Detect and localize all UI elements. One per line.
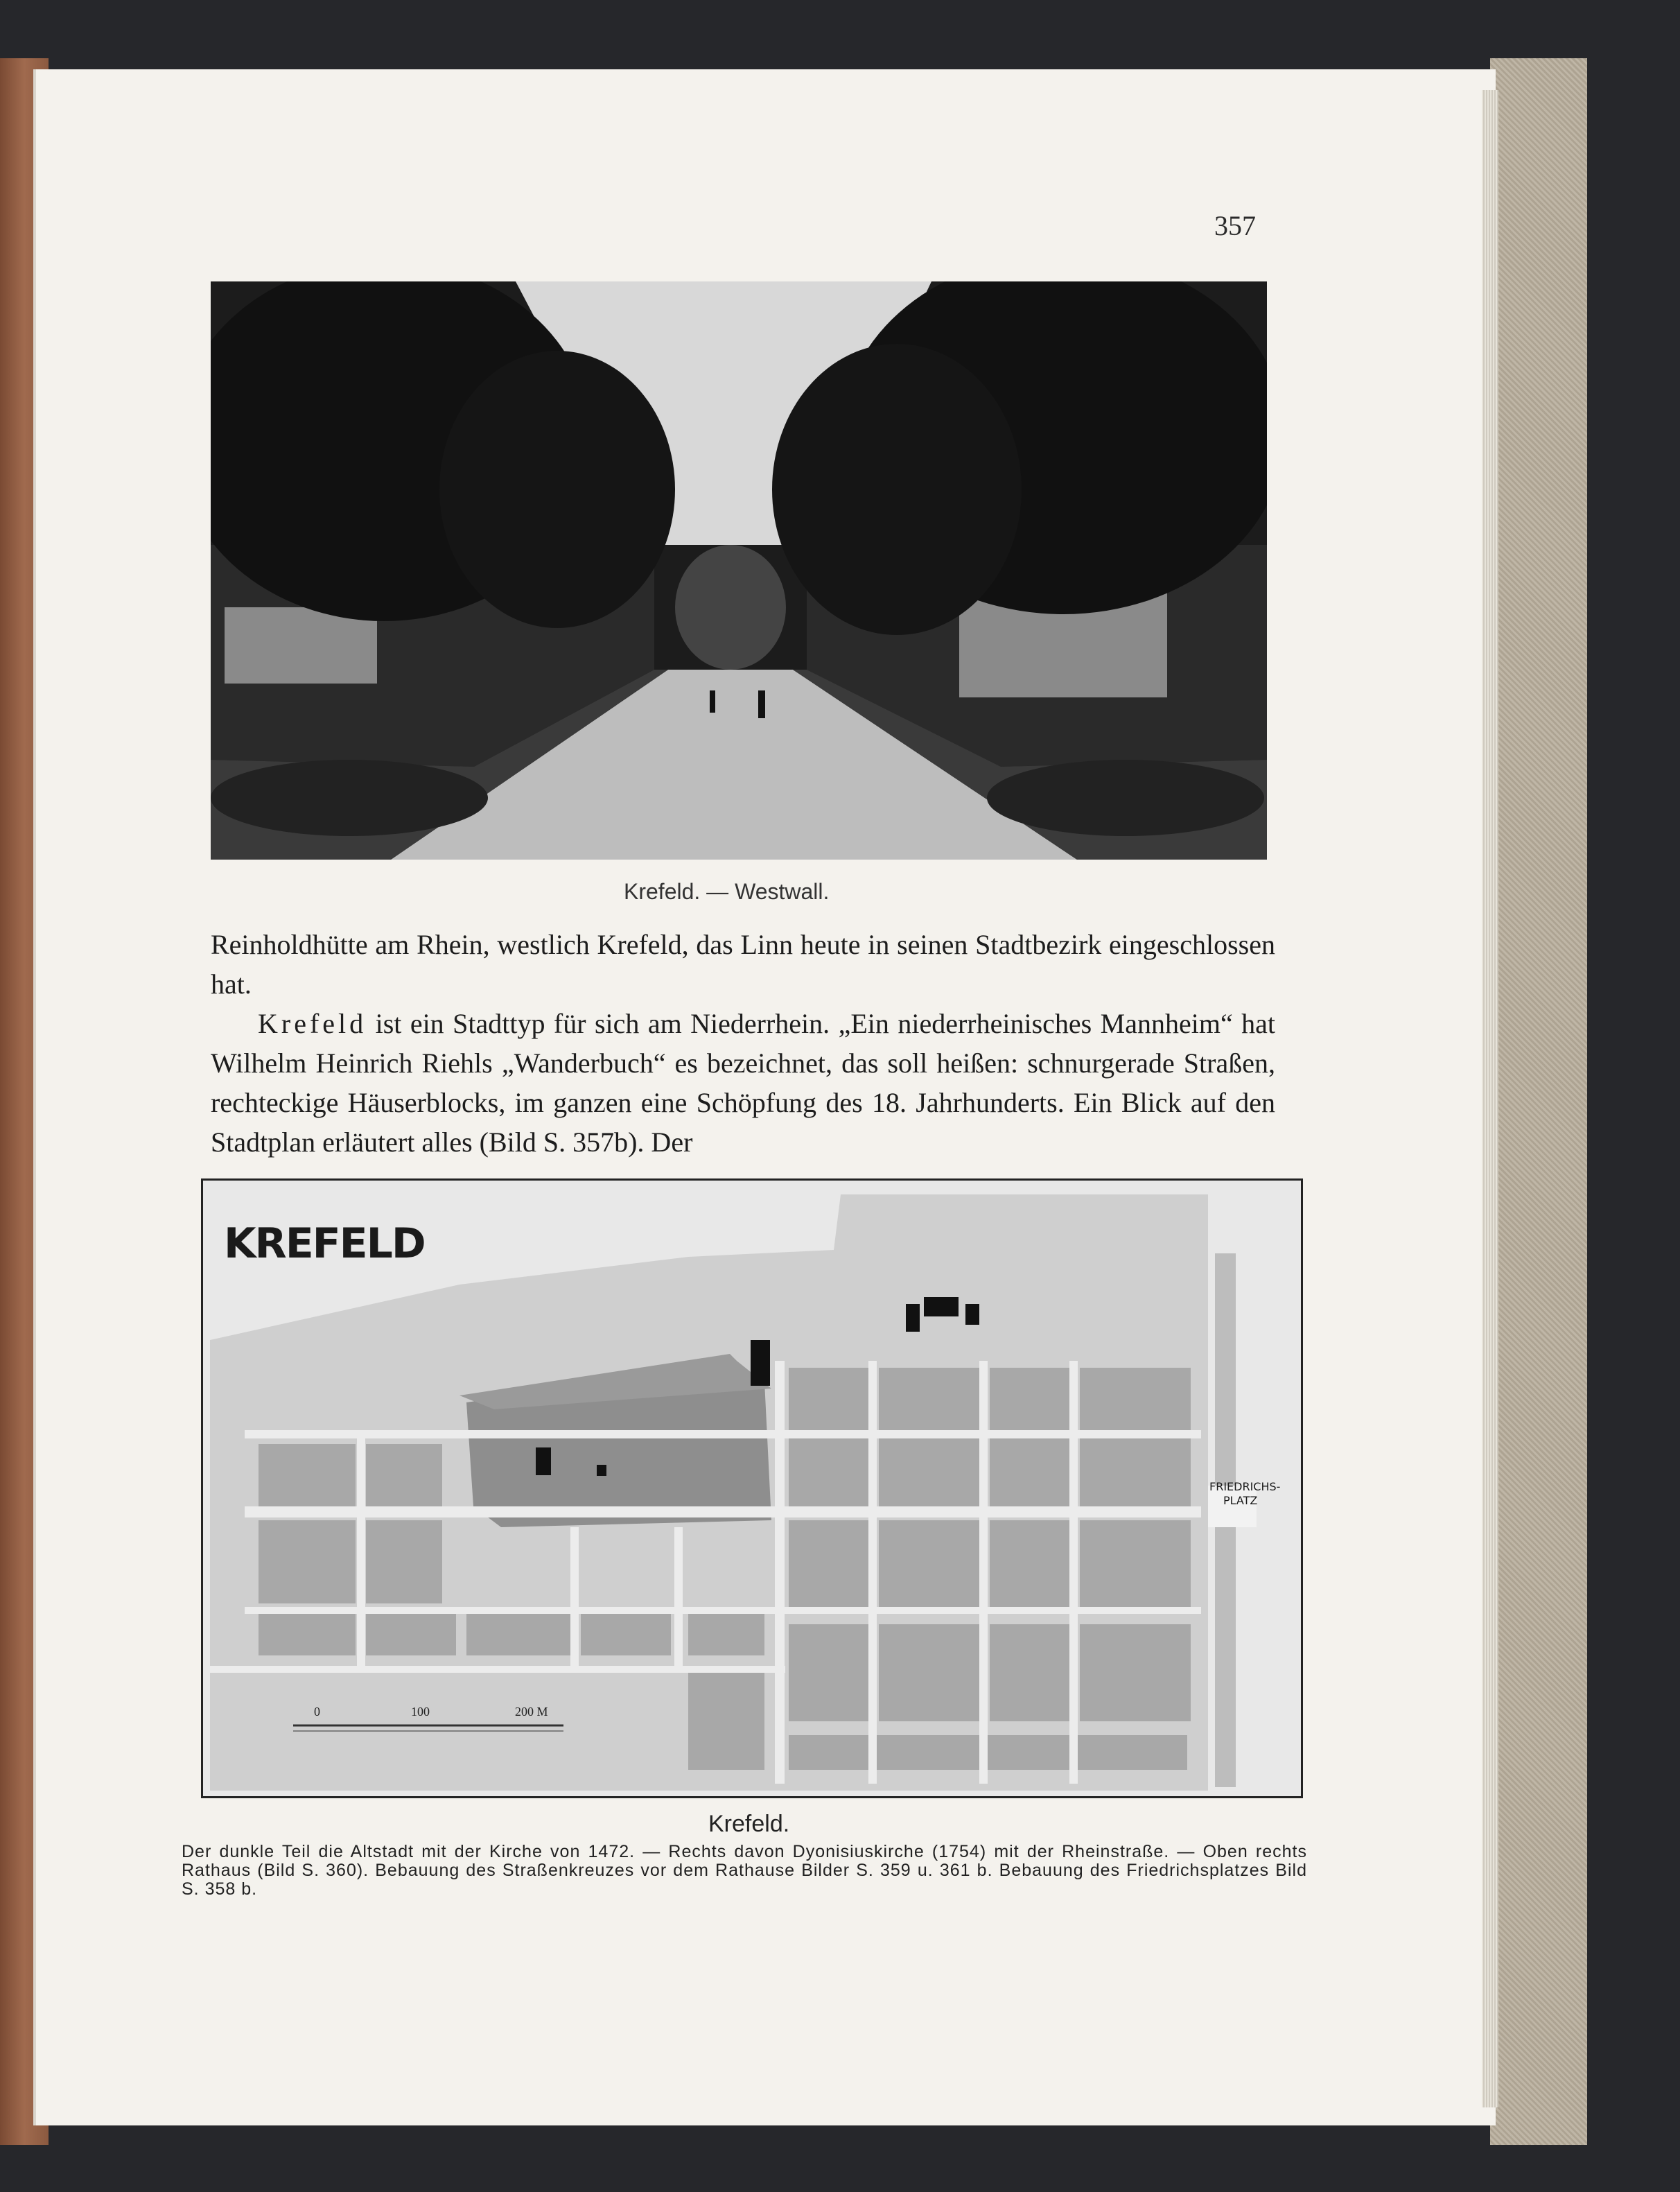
scale-label-0: 0 [314, 1705, 320, 1719]
paragraph-2 [211, 1004, 1275, 1162]
scale-label-100: 100 [411, 1705, 430, 1719]
city-map [201, 1178, 1303, 1798]
paragraph-2-rest: ist ein Stadttyp für sich am Niederrhein. „Ein niederrheinisches Mannheim“ hat Wilhelm Heinrich Riehls „Wanderbuch“ es bezeichnet, das soll heißen: schnurgerade Straßen, rechteckige Häuserblocks, im ganzen eine Schöpfung des 18. Jahrhunderts. Ein Blick auf den Stadtplan erläutert alles (Bild S. 357b). Der [211, 1008, 1275, 1158]
map-label-friedrichsplatz-1: FRIEDRICHS- [1209, 1480, 1281, 1493]
page-number: 357 [1214, 210, 1256, 241]
body-text [211, 925, 1275, 1162]
page-edges [1482, 90, 1498, 2107]
left-page-strip [33, 69, 36, 2125]
map-caption-title: Krefeld. [708, 1811, 790, 1837]
map-caption-text: Der dunkle Teil die Altstadt mit der Kirche von 1472. — Rechts davon Dyonisiuskirche (1754) mit der Rheinstraße. — Oben rechts Rathaus (Bild S. 360). Bebauung des Straßenkreuzes vor dem Rathause Bilder S. 359 u. 361 b. Bebauung des Friedrichsplatzes Bild S. 358 b. [182, 1842, 1307, 1899]
paragraph-1: Reinholdhütte am Rhein, westlich Krefeld, das Linn heute in seinen Stadtbezirk eingeschlossen hat. [211, 929, 1275, 1000]
book-cover-right [1490, 58, 1587, 2145]
map-title: KREFELD [224, 1219, 425, 1268]
scale-label-200: 200 M [515, 1705, 548, 1719]
westwall-photo [211, 281, 1267, 860]
photo-caption: Krefeld. — Westwall. [624, 879, 830, 904]
paragraph-2-lead: Krefeld [258, 1008, 367, 1039]
map-label-friedrichsplatz-2: PLATZ [1223, 1494, 1258, 1507]
